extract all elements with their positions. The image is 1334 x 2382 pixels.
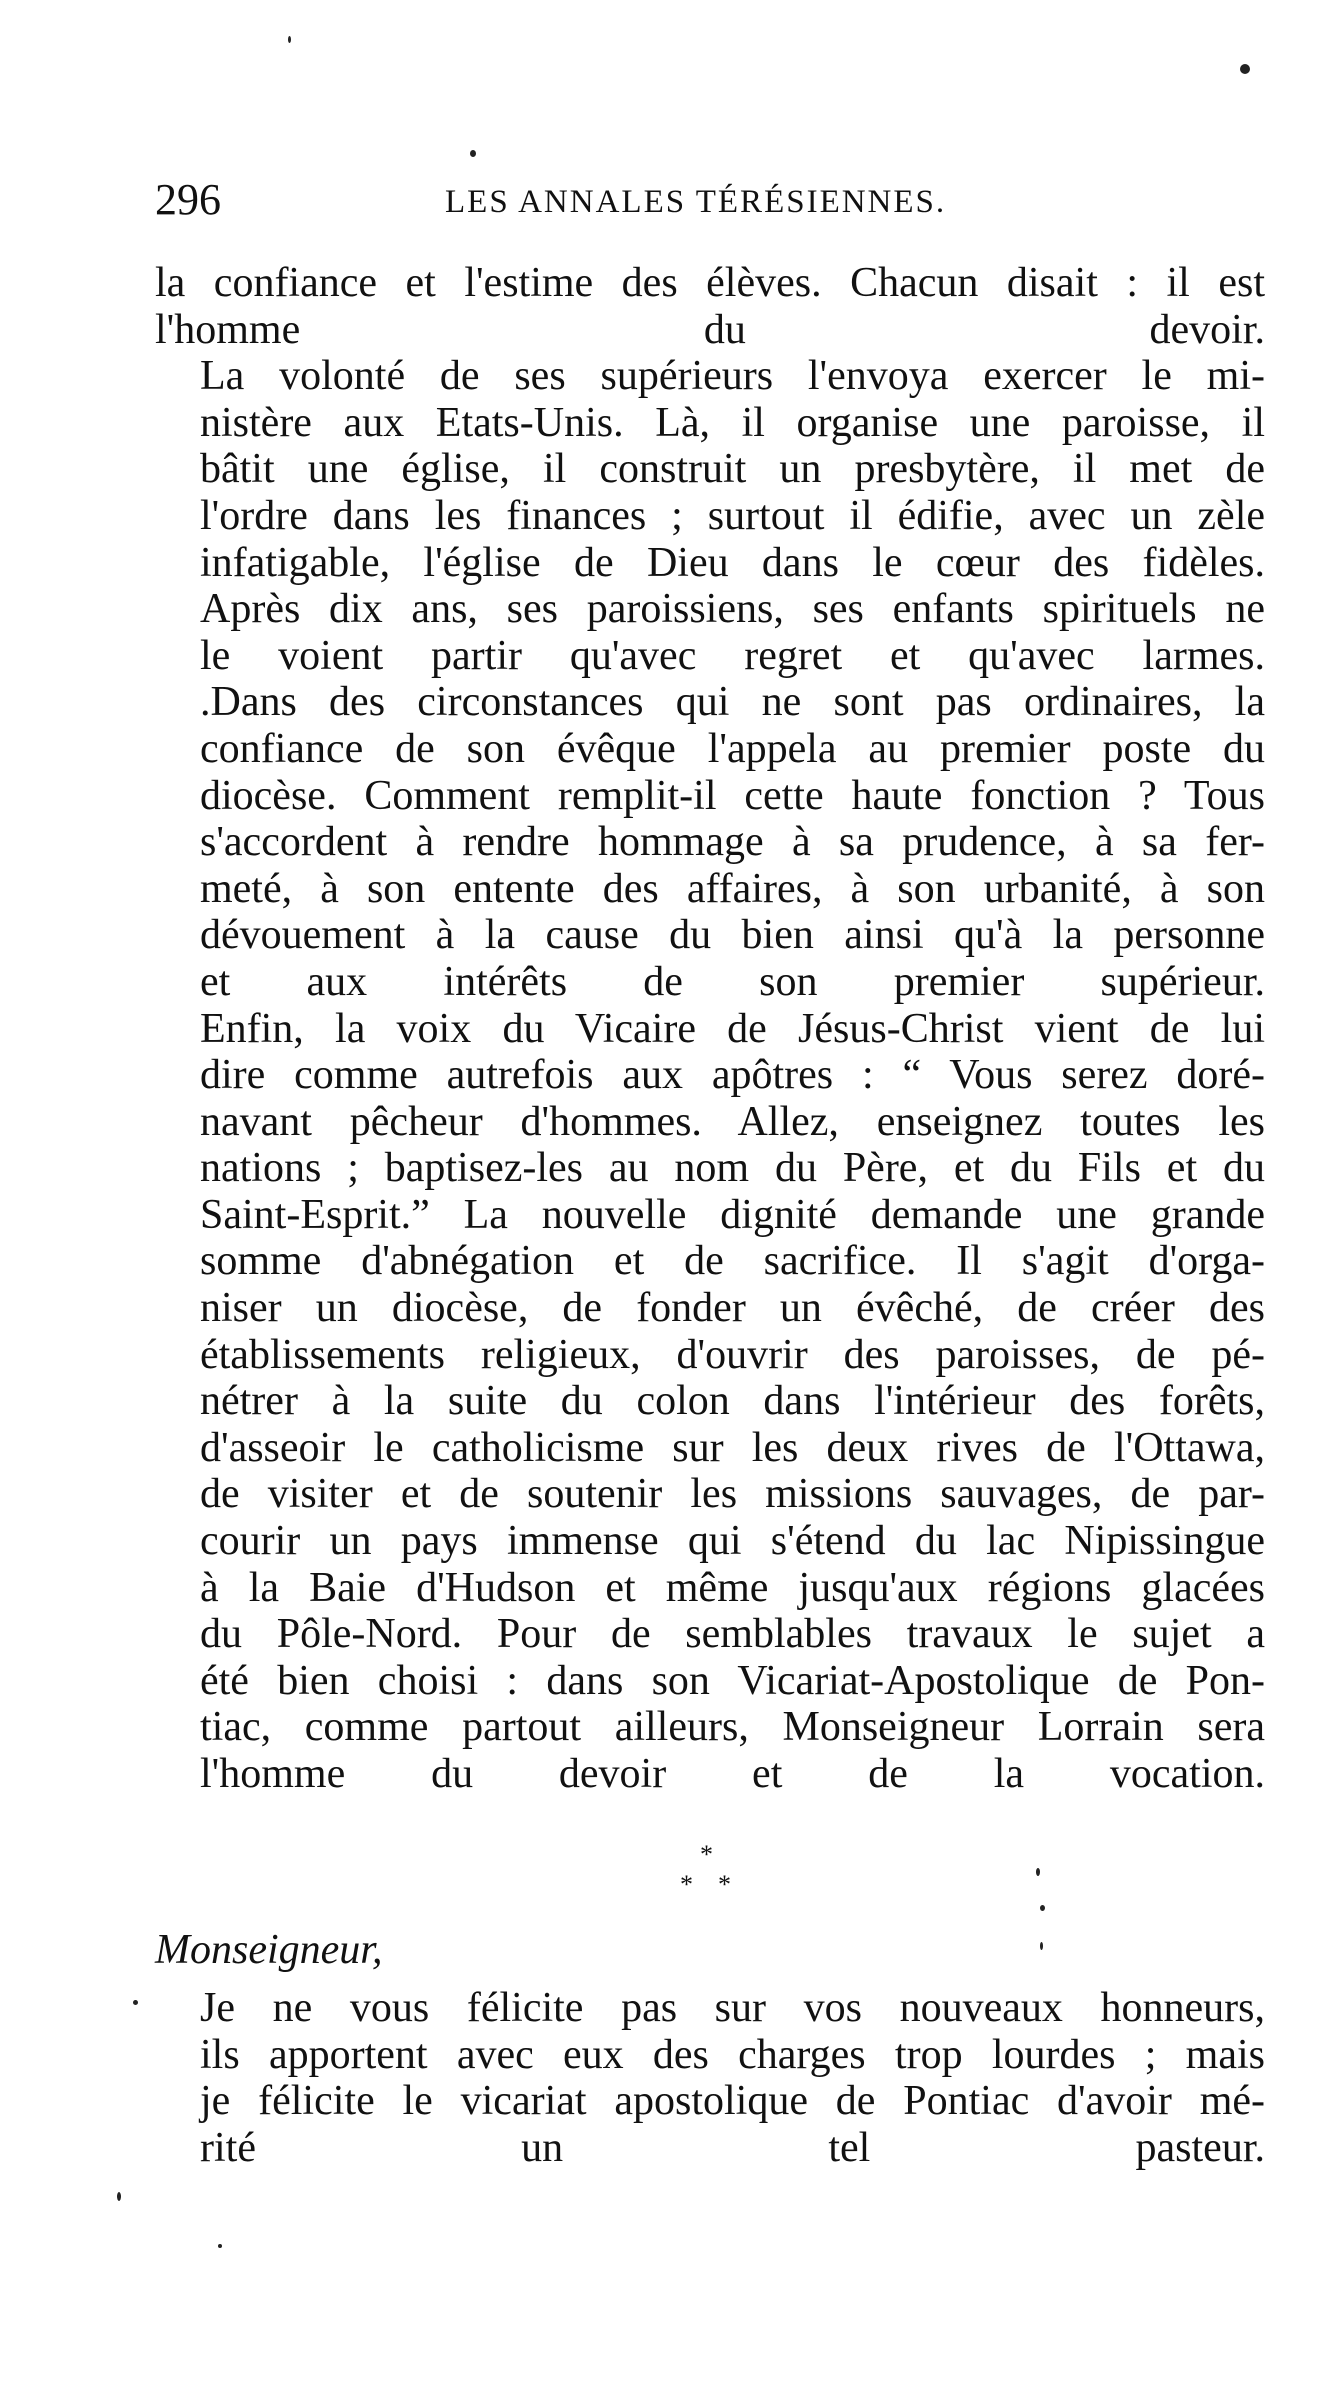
text-line: le voient partir qu'avec regret et qu'avec larmes. (200, 632, 1265, 679)
text-line: à la Baie d'Hudson et même jusqu'aux régions glacées (200, 1564, 1265, 1611)
text-line: courir un pays immense qui s'étend du lac Nipissingue (200, 1518, 1265, 1565)
body-text (155, 260, 1265, 1798)
text-line: nations ; baptisez-les au nom du Père, et du Fils et du (200, 1145, 1265, 1192)
text-line: niser un diocèse, de fonder un évêché, de créer des (200, 1285, 1265, 1332)
text-line: Enfin, la voix du Vicaire de Jésus-Christ vient de lui (200, 1005, 1265, 1052)
separator-star: * (718, 1870, 731, 1899)
text-line: s'accordent à rendre hommage à sa prudence, à sa fer- (200, 819, 1265, 866)
text-line: confiance de son évêque l'appela au premier poste du (200, 725, 1265, 772)
text-line: et aux intérêts de son premier supérieur. (200, 958, 1265, 1005)
letter-body (155, 1985, 1265, 2171)
text-line: je félicite le vicariat apostolique de Pontiac d'avoir mé- (200, 2078, 1265, 2125)
paragraph-3 (155, 679, 1265, 1005)
text-line: nistère aux Etats-Unis. Là, il organise une paroisse, il (200, 399, 1265, 446)
paragraph-4 (155, 1006, 1265, 1798)
section-separator (680, 1840, 760, 1910)
scan-speck (1240, 64, 1250, 74)
text-line: du Pôle-Nord. Pour de semblables travaux le sujet a (200, 1611, 1265, 1658)
text-line: nétrer à la suite du colon dans l'intérieur des forêts, (200, 1378, 1265, 1425)
text-line: été bien choisi : dans son Vicariat-Apostolique de Pon- (200, 1657, 1265, 1704)
text-line: rité un tel pasteur. (200, 2124, 1265, 2171)
scan-speck (1040, 1905, 1045, 1911)
running-title: LES ANNALES TÉRÉSIENNES. (445, 184, 947, 220)
text-line: la confiance et l'estime des élèves. Chacun disait : il est (155, 260, 1265, 306)
page-header (155, 170, 1265, 230)
separator-star: * (700, 1840, 713, 1869)
text-line: dire comme autrefois aux apôtres : “ Vous serez doré- (200, 1052, 1265, 1099)
text-line: .Dans des circonstances qui ne sont pas ordinaires, la (200, 679, 1265, 726)
text-line: tiac, comme partout ailleurs, Monseigneur Lorrain sera (200, 1704, 1265, 1751)
scan-speck (218, 2244, 222, 2248)
text-line: l'homme du devoir et de la vocation. (200, 1751, 1265, 1797)
text-line: meté, à son entente des affaires, à son urbanité, à son (200, 865, 1265, 912)
scan-speck (288, 36, 291, 43)
text-line: somme d'abnégation et de sacrifice. Il s'agit d'orga- (200, 1238, 1265, 1285)
text-line: Saint-Esprit.” La nouvelle dignité demande une grande (200, 1191, 1265, 1238)
text-line: dévouement à la cause du bien ainsi qu'à la personne (200, 912, 1265, 959)
text-line: Après dix ans, ses paroissiens, ses enfants spirituels ne (200, 586, 1265, 633)
text-line: bâtit une église, il construit un presbytère, il met de (200, 446, 1265, 493)
text-line: établissements religieux, d'ouvrir des paroisses, de pé- (200, 1331, 1265, 1378)
text-line: ils apportent avec eux des charges trop lourdes ; mais (200, 2031, 1265, 2078)
text-line: navant pêcheur d'hommes. Allez, enseignez toutes les (200, 1098, 1265, 1145)
letter-paragraph (155, 1985, 1265, 2171)
paragraph-2 (155, 353, 1265, 679)
scan-speck (470, 150, 476, 157)
scan-speck (1036, 1868, 1040, 1876)
page-number: 296 (155, 175, 221, 224)
paragraph-1 (155, 260, 1265, 353)
text-line: infatigable, l'église de Dieu dans le cœur des fidèles. (200, 539, 1265, 586)
text-line: Je ne vous félicite pas sur vos nouveaux honneurs, (200, 1985, 1265, 2031)
text-line: diocèse. Comment remplit-il cette haute fonction ? Tous (200, 772, 1265, 819)
text-line: d'asseoir le catholicisme sur les deux rives de l'Ottawa, (200, 1424, 1265, 1471)
letter-salutation: Monseigneur, (155, 1927, 383, 1973)
scan-speck (117, 2192, 121, 2201)
separator-star: * (680, 1870, 693, 1899)
scan-speck (1040, 1942, 1043, 1950)
scan-speck (133, 2000, 138, 2005)
text-line: l'homme du devoir. (155, 306, 1265, 353)
text-line: de visiter et de soutenir les missions sauvages, de par- (200, 1471, 1265, 1518)
text-line: l'ordre dans les finances ; surtout il édifie, avec un zèle (200, 492, 1265, 539)
text-line: La volonté de ses supérieurs l'envoya exercer le mi- (200, 353, 1265, 400)
